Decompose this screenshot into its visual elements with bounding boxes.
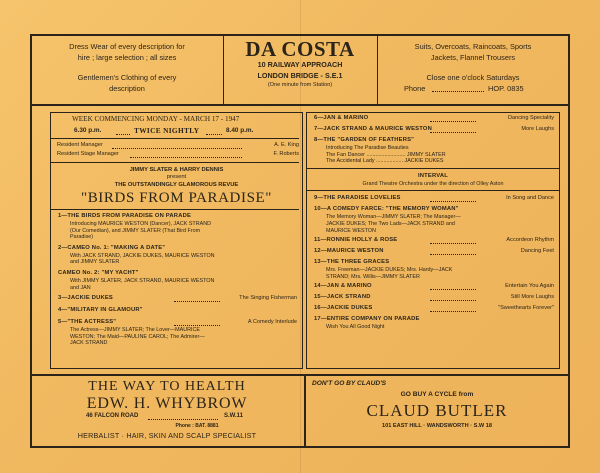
program-item-title: 12—MAURICE WESTON — [314, 248, 384, 255]
header-left-line3: Gentlemen's Clothing of every — [77, 73, 177, 82]
brand-address3: (One minute from Station) — [267, 82, 333, 88]
whybrow-address-dots — [148, 419, 218, 420]
header-right-line1: Suits, Overcoats, Raincoats, Sports — [414, 42, 532, 51]
program-item-title: 15—JACK STRAND — [314, 294, 371, 301]
program-item-title: 14—JAN & MARINO — [314, 283, 372, 290]
program-item — [54, 319, 299, 347]
program-item-note: Dancing Feet — [520, 248, 554, 255]
brand-title: DA COSTA — [245, 37, 355, 61]
program-item — [310, 237, 556, 245]
header-left-line1: Dress Wear of every description for — [69, 42, 185, 51]
program-item-detail: (Our Comedian), and JIMMY SLATER (That Bird From — [70, 227, 201, 234]
program-item-dots — [430, 132, 476, 133]
left-items-list — [54, 213, 299, 347]
program-item-title: 8—THE "GARDEN OF FEATHERS" — [314, 137, 415, 143]
time-second: 8.40 p.m. — [226, 127, 254, 134]
header-divider-right — [377, 34, 378, 104]
program-item — [310, 173, 556, 188]
brand-address2: LONDON BRIDGE - S.E.1 — [257, 71, 343, 80]
program-item-dots — [430, 289, 476, 290]
program-item-note: Dancing Speciality — [507, 115, 554, 121]
header-right-line2: Jackets, Flannel Trousers — [430, 53, 516, 62]
program-item-title: 2—CAMEO No. 1: "MAKING A DATE" — [58, 244, 166, 251]
program-item-detail: STRAND; Mrs. Willis—JIMMY SLATER — [326, 273, 420, 280]
dots-a — [116, 134, 130, 135]
footer-left-ad — [34, 379, 300, 441]
program-item-detail: MAURICE WESTON — [326, 227, 376, 234]
times-divider — [50, 138, 299, 139]
stage-manager-row — [54, 151, 299, 160]
present-word: present — [166, 174, 187, 180]
program-item-detail: Introducing The Paradise Beauties — [326, 145, 409, 151]
program-item-note: "Sweethearts Forever" — [498, 305, 554, 312]
program-item-note: A Comedy Interlude — [247, 319, 297, 326]
program-item-detail: With JIMMY SLATER, JACK STRAND, MAURICE WESTON — [70, 277, 215, 284]
program-item — [310, 294, 556, 302]
program-item-detail: and JAN — [70, 284, 91, 291]
phone-label: Phone — [404, 84, 426, 93]
claud-address: 101 EAST HILL · WANDSWORTH · S.W 18 — [382, 423, 492, 429]
program-item — [310, 206, 556, 234]
header-center — [224, 38, 376, 90]
program-item-note: Accordeon Rhythm — [506, 237, 554, 244]
program-item-dots — [430, 311, 476, 312]
program-item-title: 17—ENTIRE COMPANY ON PARADE — [314, 316, 420, 323]
header-divider — [30, 104, 570, 106]
program-item-title: 3—JACKIE DUKES — [58, 295, 113, 302]
program-item-note: More Laughs — [521, 126, 554, 132]
manager-dots — [112, 148, 242, 149]
whybrow-name: EDW. H. WHYBROW — [86, 395, 248, 412]
phone-dots — [432, 91, 484, 92]
time-first: 6.30 p.m. — [74, 127, 102, 134]
program-item — [310, 115, 556, 123]
program-item — [310, 137, 556, 165]
program-item-title: 16—JACKIE DUKES — [314, 305, 373, 312]
program-item-note: Still More Laughs — [510, 294, 554, 301]
stage-manager-dots — [130, 157, 242, 158]
program-item-title: INTERVAL — [417, 172, 449, 179]
times-row — [54, 124, 299, 138]
manager-row — [54, 142, 299, 151]
program-item — [54, 270, 299, 291]
phone-number: HOP. 0835 — [488, 84, 524, 93]
footer-right-ad — [308, 379, 566, 432]
program-item-detail: The Actress—JIMMY SLATER; The Lover—MAURICE — [70, 327, 201, 334]
show-title: "BIRDS FROM PARADISE" — [80, 190, 272, 206]
program-item — [54, 245, 299, 266]
program-item-detail: JACKIE DUKES; The Two Lads—JACK STRAND and — [326, 220, 455, 227]
stage-manager-label: Resident Stage Manager — [57, 151, 119, 157]
title-divider — [50, 209, 299, 210]
program-item-title: 4—"MILITARY IN GLAMOUR" — [58, 307, 143, 314]
section-divider — [306, 190, 560, 191]
header-left-text — [34, 41, 220, 94]
phone-row — [380, 83, 566, 94]
program-item — [54, 213, 299, 241]
brand-address1: 10 RAILWAY APPROACH — [257, 60, 343, 69]
program-item-title: 9—THE PARADISE LOVELIES — [314, 195, 401, 202]
program-item-note: The Singing Fisherman — [239, 295, 297, 302]
twice-nightly: TWICE NIGHTLY — [134, 126, 200, 135]
right-program-content — [310, 115, 556, 334]
program-item-detail: The Memory Woman—JIMMY SLATER; The Manager— — [326, 214, 461, 221]
whybrow-district: S.W.11 — [224, 413, 244, 419]
header-right-line3: Close one o'clock Saturdays — [426, 73, 520, 82]
program-item-detail: Introducing MAURICE WESTON (Dancer), JACK STRAND — [70, 221, 211, 227]
program-item-detail: and JIMMY SLATER — [70, 259, 120, 266]
program-item-dots — [430, 254, 476, 255]
resident-manager: A. E. King — [274, 142, 299, 148]
whybrow-address-row — [34, 413, 300, 423]
resident-manager-label: Resident Manager — [57, 142, 103, 148]
program-item-dots — [430, 243, 476, 244]
program-item — [310, 248, 556, 256]
program-item-detail: Wish You All Good Night — [326, 324, 385, 331]
program-item-title: 11—RONNIE HOLLY & ROSE — [314, 237, 398, 244]
right-items-list — [310, 115, 556, 331]
section-divider — [306, 168, 560, 169]
program-item — [310, 195, 556, 203]
program-item — [310, 126, 556, 134]
whybrow-address: 46 FALCON ROAD — [86, 413, 139, 419]
program-item-note: In Song and Dance — [506, 195, 554, 202]
program-item-dots — [430, 300, 476, 301]
revue-tagline: THE OUTSTANDINGLY GLAMOROUS REVUE — [114, 182, 239, 188]
program-item-title: 10—A COMEDY FARCE: "THE MEMORY WOMAN" — [314, 206, 459, 213]
left-program-content — [54, 115, 299, 351]
program-item-detail: With JACK STRAND, JACKIE DUKES, MAURICE WESTON — [70, 252, 215, 259]
header-right-text — [380, 41, 566, 94]
claud-tagline: DON'T GO BY CLAUD'S — [312, 380, 387, 387]
footer-divider — [30, 374, 570, 376]
program-item-detail: The Fan Dancer .......................... JIMMY SLATER — [326, 151, 446, 158]
program-item-dots — [174, 325, 220, 326]
program-item-title: 7—JACK STRAND & MAURICE WESTON — [314, 126, 432, 132]
program-item-detail: Mrs. Freeman—JACKIE DUKES; Mrs. Hardy—JACK — [326, 267, 453, 274]
program-item-title: CAMEO No. 2: "MY YACHT" — [58, 269, 139, 276]
header-left-line2: hire ; large selection ; all sizes — [77, 53, 177, 62]
program-item-dots — [430, 121, 476, 122]
week-line: WEEK COMMENCING MONDAY - MARCH 17 - 1947 — [72, 115, 240, 123]
footer-vertical-divider — [304, 374, 306, 448]
program-item-title: 13—THE THREE GRACES — [314, 259, 390, 266]
program-item-detail: WESTON; The Maid—PAULINE CAROL; The Admirer— — [70, 333, 205, 340]
whybrow-phone: Phone : BAT. 8881 — [175, 423, 219, 429]
whybrow-trade: HERBALIST · HAIR, SKIN AND SCALP SPECIALIST — [77, 431, 257, 440]
program-item-note: Entertain You Again — [505, 283, 554, 290]
program-item — [310, 283, 556, 291]
program-item-detail: JACK STRAND — [70, 340, 108, 347]
program-item — [54, 295, 299, 303]
program-item-dots — [430, 201, 476, 202]
claud-subline: GO BUY A CYCLE from — [400, 391, 474, 398]
stage-manager: F. Roberts — [273, 151, 299, 157]
program-item-title: 5—"THE ACTRESS" — [58, 319, 117, 326]
dots-b — [206, 134, 222, 135]
program-item-detail: The Accidental Lady .................. JACKIE DUKES — [326, 158, 444, 165]
program-item-title: 1—THE BIRDS FROM PARADISE ON PARADE — [58, 213, 192, 219]
presenters: JIMMY SLATER & HARRY DENNIS — [129, 167, 224, 173]
header-left-line4: description — [109, 84, 145, 93]
managers-divider — [50, 162, 299, 163]
program-item-detail: Grand Theatre Orchestra under the direction of Olley Aston — [362, 180, 504, 187]
claud-brand: CLAUD BUTLER — [366, 401, 508, 420]
health-line: THE WAY TO HEALTH — [88, 379, 246, 394]
program-item — [310, 316, 556, 331]
program-item — [310, 259, 556, 280]
program-item-title: 6—JAN & MARINO — [314, 115, 369, 121]
program-item — [310, 305, 556, 313]
program-item-detail: Paradise) — [70, 234, 94, 241]
program-item-dots — [174, 301, 220, 302]
program-item — [54, 307, 299, 315]
